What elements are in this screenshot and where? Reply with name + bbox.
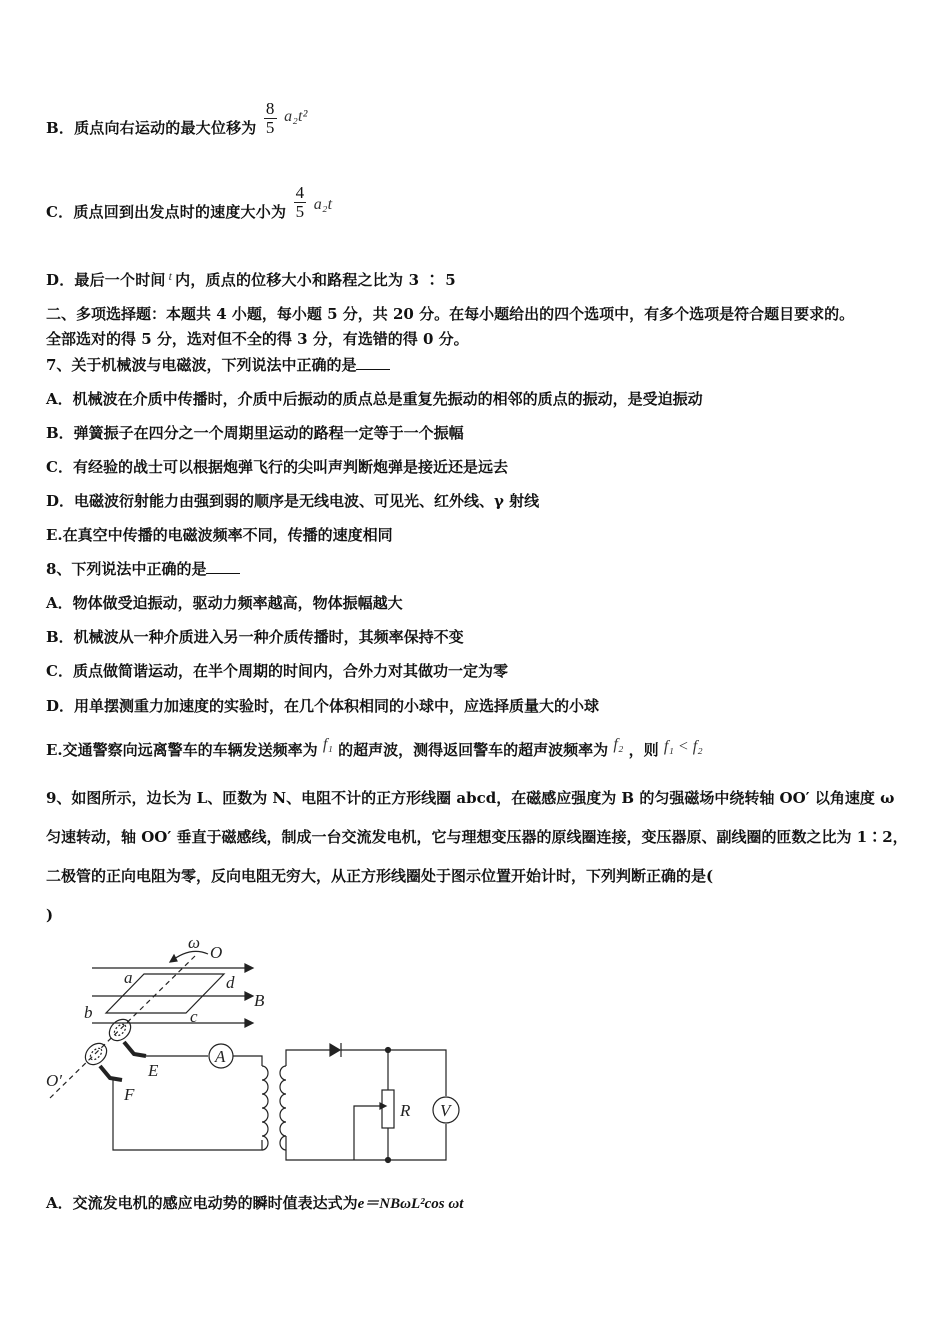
q8-option-b: B．机械波从一种介质进入另一种介质传播时，其频率保持不变 (46, 628, 464, 646)
q7-option-d: D．电磁波衍射能力由强到弱的顺序是无线电波、可见光、红外线、γ 射线 (46, 492, 540, 510)
brush-f (100, 1066, 122, 1080)
rotation-axis (50, 956, 195, 1098)
option-c-expr: a₂t (313, 196, 333, 213)
q8-option-d: D．用单摆测重力加速度的实验时，在几个体积相同的小球中，应选择质量大的小球 (46, 697, 600, 715)
f1-less-f2: f₁ < f₂ (663, 738, 703, 755)
label-d: d (226, 973, 235, 992)
label-omega: ω (188, 933, 201, 952)
q7-option-b: B．弹簧振子在四分之一个周期里运动的路程一定等于一个振幅 (46, 424, 464, 442)
q9-close-paren: ) (46, 906, 54, 924)
option-b-label: B．质点向右运动的最大位移为 (46, 119, 257, 137)
slip-ring-2 (81, 1039, 111, 1069)
option-b (46, 98, 308, 139)
q7-option-e: E.在真空中传播的电磁波频率不同，传播的速度相同 (46, 526, 393, 544)
option-c-label: C．质点回到出发点时的速度大小为 (46, 203, 287, 221)
q9-option-a: A．交流发电机的感应电动势的瞬时值表达式为e＝NBωL²cos ωt (46, 1194, 464, 1212)
q7-stem: 7、关于机械波与电磁波，下列说法中正确的是 (46, 355, 390, 375)
label-o: O (210, 943, 223, 962)
f1-symbol: f₁ (322, 736, 333, 753)
secondary-coil (280, 1066, 286, 1150)
fraction-4-5: $\frac{4}{5}$ (295, 182, 305, 221)
label-c: c (190, 1007, 198, 1026)
var-t: t (168, 269, 173, 283)
q7-option-a: A．机械波在介质中传播时，介质中后振动的质点总是重复先振动的相邻的质点的振动，是受迫振动 (46, 390, 703, 408)
emf-expression: e＝NBωL²cos ωt (357, 1196, 464, 1212)
option-b-expr: a₂t² (284, 108, 308, 125)
brush-e (124, 1042, 146, 1056)
label-field-b: B (254, 991, 265, 1010)
primary-coil (262, 1066, 268, 1150)
primary-wire-bottom (113, 1080, 262, 1150)
answer-blank (206, 559, 240, 574)
diode (330, 1044, 340, 1056)
q9-stem: 9、如图所示，边长为 L、匝数为 N、电阻不计的正方形线圈 abcd，在磁感应强度为 B 的匀强磁场中绕转轴 OO′ 以角速度 ω 匀速转动，轴 OO′ 垂直于磁感线，制成一台交流发电机，它与理想变压器的原线圈连接，变压器原、副线圈的匝数之比为 1∶2，二极管的正向电阻为零，反向电阻无穷大，从正方形线圈处于图示位置开始计时，下列判断正确的是( ) (46, 789, 908, 924)
label-b: b (84, 1003, 93, 1022)
label-r: R (400, 1101, 411, 1120)
slider-wire (354, 1106, 380, 1160)
section2-line1: 二、多项选择题：本题共 4 小题，每小题 5 分，共 20 分。在每小题给出的四个选项中，有多个选项是符合题目要求的。 (46, 305, 855, 323)
generator-circuit-diagram (40, 928, 470, 1178)
answer-blank (356, 355, 390, 370)
label-ammeter: A (215, 1047, 226, 1066)
q8-stem: 8、下列说法中正确的是 (46, 559, 240, 579)
q7-option-c: C．有经验的战士可以根据炮弹飞行的尖叫声判断炮弹是接近还是远去 (46, 458, 508, 476)
f2-symbol: f₂ (613, 736, 624, 753)
resistor (382, 1090, 394, 1128)
section2-line2: 全部选对的得 5 分，选对但不全的得 3 分，有选错的得 0 分。 (46, 330, 469, 348)
label-o-prime: O′ (46, 1071, 62, 1090)
label-e: E (148, 1061, 159, 1080)
option-d: D．最后一个时间 $^t$ 内，质点的位移大小和路程之比为 3 ∶ 5 (46, 269, 456, 289)
label-voltmeter: V (440, 1101, 451, 1120)
label-f: F (124, 1085, 135, 1104)
option-c (46, 182, 333, 223)
label-a: a (124, 968, 133, 987)
fraction-8-5: $\frac{8}{5}$ (265, 98, 275, 137)
q8-option-e: E.交通警察向远离警车的车辆发送频率为 f₁ 的超声波，测得返回警车的超声波频率为 f₂ ，则 f₁ < f₂ (46, 736, 703, 759)
q8-option-a: A．物体做受迫振动，驱动力频率越高，物体振幅越大 (46, 594, 403, 612)
q8-option-c: C．质点做简谐运动，在半个周期的时间内，合外力对其做功一定为零 (46, 662, 508, 680)
